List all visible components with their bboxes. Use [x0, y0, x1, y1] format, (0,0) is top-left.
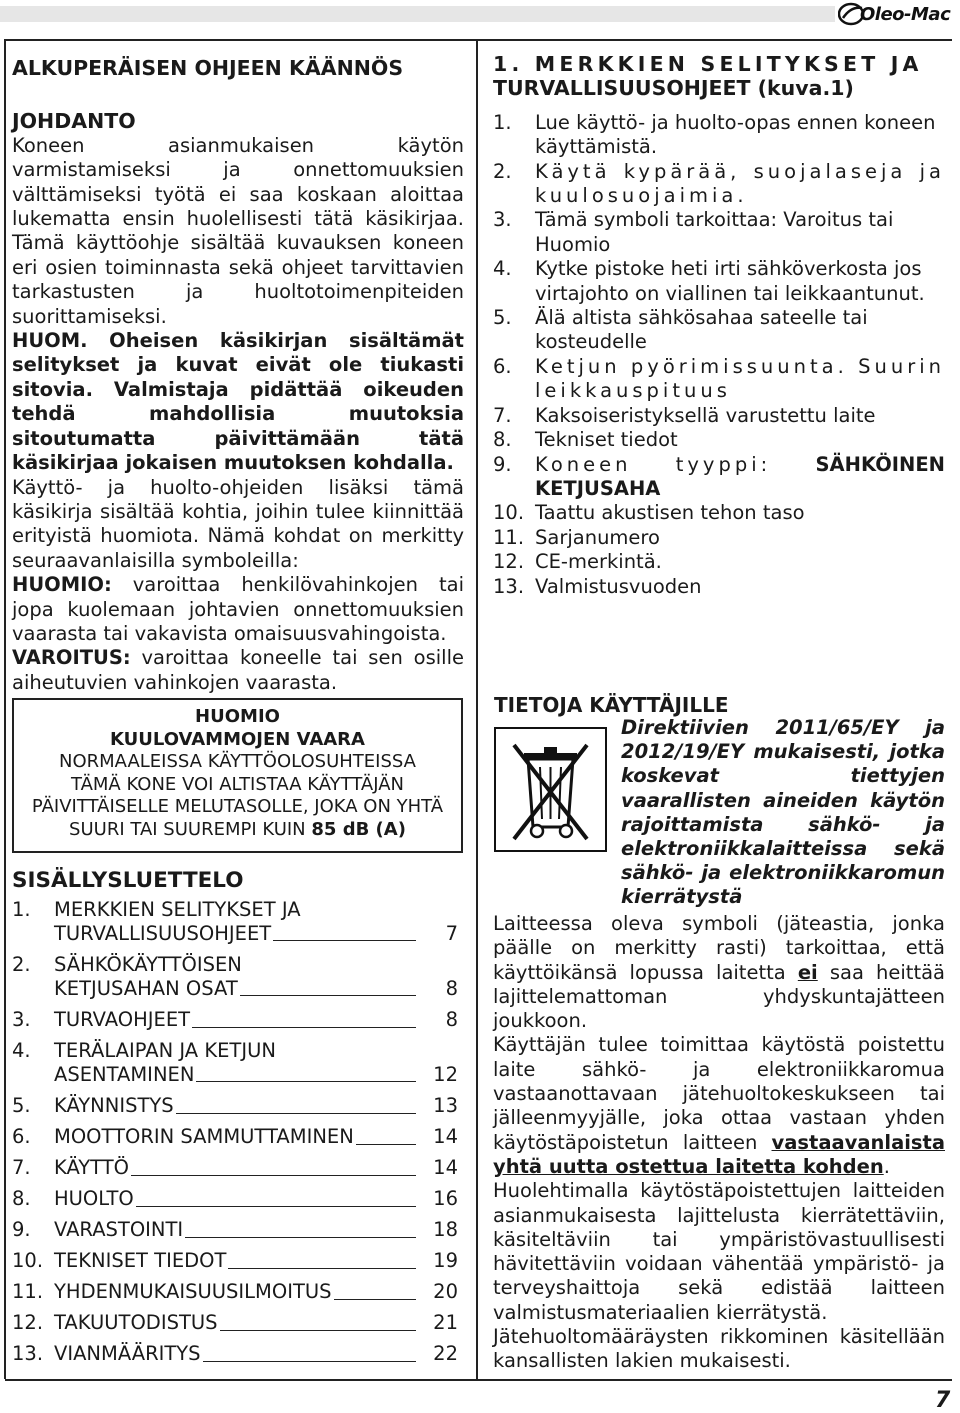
toc-leader: [192, 1027, 416, 1028]
symbol-list-item: [493, 526, 945, 550]
symbol-number: 2.: [493, 159, 512, 183]
toc-label: TURVAOHJEET: [54, 1008, 191, 1031]
symbol-list-item: [493, 208, 945, 257]
info-text: Laitteessa oleva symboli (jäteastia, jonka päälle on merkitty rasti) tarkoittaa, että käyttöikänsä lopussa laitetta: [493, 912, 945, 984]
info-text: Käyttäjän tulee toimittaa käytöstä poistettu laite sähkö- ja elektroniikkaromua vastaanottavaan jätehuoltokeskukseen tai jälleenmyyjälle, joka ottaa vastaan yhden käytöstäpoistetun laitteen: [493, 1033, 945, 1154]
toc-leader: [185, 1237, 416, 1238]
huomio-label: HUOMIO:: [12, 573, 112, 597]
toc-label: TEKNISET TIEDOT: [54, 1249, 227, 1272]
toc-label-continued: ASENTAMINEN: [54, 1063, 195, 1086]
info-paragraph-4: Jätehuoltomääräysten rikkominen käsitellään kansallisten lakien mukaisesti.: [493, 1325, 945, 1373]
varoitus-definition: [12, 646, 464, 695]
varoitus-label: VAROITUS:: [12, 646, 131, 670]
info-emphasis: ei: [797, 960, 818, 984]
symbol-number: 9.: [493, 452, 512, 476]
symbol-list: [493, 111, 945, 599]
symbol-list-item: [493, 306, 945, 355]
symbol-description: Tämä symboli tarkoittaa: Varoitus tai Huomio: [535, 208, 894, 256]
toc-label: YHDENMUKAISUUSILMOITUS: [54, 1280, 332, 1303]
symbol-list-item: [493, 257, 945, 306]
crossed-bin-icon: [494, 727, 607, 852]
symbol-number: 5.: [493, 306, 512, 330]
toc-leader: [196, 1081, 416, 1082]
toc-entry: [12, 1039, 464, 1087]
toc-leader: [220, 1330, 416, 1331]
warning-box-line: TÄMÄ KONE VOI ALTISTAA KÄYTTÄJÄN: [70, 773, 405, 795]
symbol-description: Taattu akustisen tehon taso: [535, 501, 805, 525]
symbol-list-item: [493, 501, 945, 525]
toc-page: 8: [445, 1008, 458, 1031]
toc-leader: [240, 995, 416, 996]
toc-page: 7: [445, 922, 458, 945]
symbol-description: Käytä kypärää, suojalaseja ja kuulosuojaimia.: [535, 159, 945, 208]
info-paragraph-1: [493, 912, 945, 1033]
info-paragraph-3: Huolehtimalla käytöstäpoistettujen laitteiden asianmukaisesta lajittelusta kierrätettäviin, käsiteltäviin tai ympäristövastuullisesti hävitettäviin voidaan vähentää ympäristö- ja terveyshaittoja sekä edistää laitteen valmistusmateriaalien kierrätystä.: [493, 1179, 945, 1324]
toc-page: 22: [433, 1342, 458, 1365]
toc-number: 10.: [12, 1249, 44, 1272]
info-title: TIETOJA KÄYTTÄJILLE: [494, 693, 729, 717]
toc-entry: [12, 1008, 464, 1032]
brand-name: Oleo-Mac: [860, 4, 951, 25]
toc-label: MOOTTORIN SAMMUTTAMINEN: [54, 1125, 354, 1148]
symbol-number: 8.: [493, 428, 512, 452]
toc-page: 19: [433, 1249, 458, 1272]
toc-number: 8.: [12, 1187, 31, 1210]
toc-entry: [12, 1249, 464, 1273]
toc-page: 21: [433, 1311, 458, 1334]
toc-label: HUOLTO: [54, 1187, 134, 1210]
toc-page: 13: [433, 1094, 458, 1117]
toc-label: SÄHKÖKÄYTTÖISEN: [54, 953, 242, 976]
symbol-list-item: [493, 404, 945, 428]
toc-leader: [334, 1299, 416, 1300]
machine-type: SÄHKÖINEN KETJUSAHA: [535, 452, 945, 500]
toc-leader: [176, 1113, 416, 1114]
toc-label: TERÄLAIPAN JA KETJUN: [54, 1039, 276, 1062]
toc-title: SISÄLLYSLUETTELO: [12, 868, 244, 893]
symbol-number: 12.: [493, 550, 525, 574]
toc-page: 14: [433, 1125, 458, 1148]
symbol-number: 13.: [493, 574, 525, 598]
page-header: [0, 0, 960, 40]
toc-label: KÄYNNISTYS: [54, 1094, 174, 1117]
warning-box-line: [14, 819, 461, 842]
symbol-list-item: [493, 111, 945, 160]
brand-logo: [838, 2, 956, 28]
symbol-list-item: [493, 160, 945, 209]
toc-label: KÄYTTÖ: [54, 1156, 130, 1179]
info-text: saa heittää lajittelemattoman yhdyskuntajätteen joukkoon.: [493, 960, 945, 1033]
symbol-list-item: [493, 428, 945, 452]
symbol-number: 4.: [493, 257, 512, 281]
noise-level: 85 dB (A): [311, 818, 406, 840]
symbol-list-item: [493, 355, 945, 404]
toc-page: 16: [433, 1187, 458, 1210]
table-of-contents: [12, 898, 464, 1373]
toc-label: MERKKIEN SELITYKSET JA: [54, 898, 301, 921]
toc-label: VIANMÄÄRITYS: [54, 1342, 201, 1365]
toc-number: 9.: [12, 1218, 31, 1241]
symbol-description: Kaksoiseristyksellä varustettu laite: [535, 403, 876, 427]
warning-box-line: NORMAALEISSA KÄYTTÖOLOSUHTEISSA: [58, 751, 416, 772]
symbol-list-item: [493, 453, 945, 502]
symbol-description: Kytke pistoke heti irti sähköverkosta jos virtajohto on viallinen tai leikkaantunut.: [535, 257, 925, 305]
noise-warning-box: [12, 698, 463, 853]
symbol-description: CE-merkintä.: [535, 550, 662, 574]
toc-entry: [12, 1187, 464, 1211]
symbol-description: Ketjun pyörimissuunta. Suurin leikkauspituus: [535, 354, 945, 403]
header-stripe: [0, 6, 835, 22]
toc-number: 12.: [12, 1311, 44, 1334]
toc-label: TAKUUTODISTUS: [54, 1311, 218, 1334]
huomio-text: varoittaa henkilövahinkojen tai jopa kuolemaan johtavien onnettomuuksien vaarasta tai vakavista omaisuusvahingoista.: [12, 573, 464, 645]
intro-title: JOHDANTO: [12, 109, 136, 134]
symbol-description: Sarjanumero: [535, 525, 660, 549]
toc-page: 14: [433, 1156, 458, 1179]
huom-note: HUOM. Oheisen käsikirjan sisältämät selitykset ja kuvat eivät ole tiukasti sitovia. Valmistaja pidättää oikeuden tehdä mahdollisia muutoksia sitoutumatta päivittämään tätä käsikirjaa jokaisen muutoksen kohdalla.: [12, 329, 464, 475]
intro-paragraph-1: Koneen asianmukaisen käytön varmistamiseksi ja onnettomuuksien välttämiseksi työtä ei saa koskaan aloittaa lukematta ensin huolellisesti tätä käsikirjaa. Tämä käyttöohje sisältää kuvauksen koneen eri osien toiminnasta sekä ohjeet tarvittavien tarkastusten ja huoltotoimenpiteiden suorittamiseksi.: [12, 133, 464, 328]
warning-box-text: SUURI TAI SUUREMPI KUIN: [69, 818, 312, 840]
toc-entry: [12, 953, 464, 1001]
symbol-list-item: [493, 575, 945, 599]
info-paragraph-2: [493, 1033, 945, 1179]
info-text: .: [883, 1154, 890, 1178]
toc-entry: [12, 1311, 464, 1335]
doc-title: ALKUPERÄISEN OHJEEN KÄÄNNÖS: [12, 56, 404, 80]
toc-entry: [12, 1218, 464, 1242]
toc-leader: [356, 1144, 416, 1145]
toc-page: 18: [433, 1218, 458, 1241]
symbol-number: 3.: [493, 208, 512, 232]
toc-number: 7.: [12, 1156, 31, 1179]
toc-leader: [273, 940, 416, 941]
toc-leader: [131, 1175, 416, 1176]
toc-page: 12: [433, 1063, 458, 1086]
toc-number: 11.: [12, 1280, 44, 1303]
section-title-line1: 1. MERKKIEN SELITYKSET JA: [493, 52, 923, 76]
symbol-number: 10.: [493, 501, 525, 525]
symbol-description: Tekniset tiedot: [535, 428, 678, 452]
toc-page: 8: [445, 977, 458, 1000]
toc-label-continued: TURVALLISUUSOHJEET: [54, 922, 272, 945]
toc-number: 5.: [12, 1094, 31, 1117]
toc-number: 3.: [12, 1008, 31, 1031]
toc-number: 2.: [12, 953, 31, 976]
huomio-definition: [12, 573, 464, 646]
toc-entry: [12, 1280, 464, 1304]
toc-number: 4.: [12, 1039, 31, 1062]
toc-number: 6.: [12, 1125, 31, 1148]
toc-entry: [12, 1094, 464, 1118]
symbol-number: 1.: [493, 110, 512, 134]
warning-box-title: HUOMIO: [195, 706, 280, 727]
toc-entry: [12, 1156, 464, 1180]
symbol-number: 6.: [493, 354, 512, 378]
toc-leader: [203, 1361, 416, 1362]
toc-label-continued: KETJUSAHAN OSAT: [54, 977, 238, 1000]
column-divider: [476, 40, 478, 1380]
right-column: [493, 52, 945, 599]
toc-label: VARASTOINTI: [54, 1218, 184, 1241]
toc-leader: [228, 1268, 416, 1269]
toc-leader: [136, 1206, 416, 1207]
intro-paragraph-2: Käyttö- ja huolto-ohjeiden lisäksi tämä käsikirja sisältää kohtia, joihin tulee kiinnittää erityistä huomiota. Nämä kohdat on merkitty seuraavanlaisilla symboleilla:: [12, 475, 464, 572]
info-emphasis: vastaavanlaista yhtä uutta ostettua laitetta kohden: [493, 1130, 945, 1178]
symbol-list-item: [493, 550, 945, 574]
section-title-line2: TURVALLISUUSOHJEET (kuva.1): [493, 76, 854, 101]
left-column: [12, 56, 464, 695]
directive-heading: Direktiivien 2011/65/EY ja 2012/19/EY mukaisesti, jotka koskevat tiettyjen vaarallisten aineiden käytön rajoittamista sähkö- ja elektroniikkalaitteissa sekä sähkö- ja elektroniikkaromun kierrätystä: [621, 716, 945, 909]
symbol-description: Lue käyttö- ja huolto-opas ennen koneen käyttämistä.: [535, 110, 936, 159]
symbol-description: Koneen tyyppi:: [535, 452, 816, 476]
info-body: [493, 912, 945, 1374]
varoitus-text: varoittaa koneelle tai sen osille aiheutuvien vahinkojen vaarasta.: [12, 646, 464, 694]
symbol-description: Valmistusvuoden: [535, 574, 702, 598]
toc-page: 20: [433, 1280, 458, 1303]
toc-number: 1.: [12, 898, 31, 921]
warning-box-subtitle: KUULOVAMMOJEN VAARA: [110, 728, 365, 750]
toc-entry: [12, 1125, 464, 1149]
symbol-number: 7.: [493, 403, 512, 427]
toc-entry: [12, 898, 464, 946]
warning-box-line: PÄIVITTÄISELLE MELUTASOLLE, JOKA ON YHTÄ: [31, 796, 444, 817]
frame-left-edge: [4, 39, 6, 1379]
toc-entry: [12, 1342, 464, 1366]
page-number: 7: [935, 1388, 951, 1413]
symbol-description: Älä altista sähkösahaa sateelle tai kosteudelle: [535, 306, 868, 354]
symbol-number: 11.: [493, 525, 525, 549]
toc-number: 13.: [12, 1342, 44, 1365]
